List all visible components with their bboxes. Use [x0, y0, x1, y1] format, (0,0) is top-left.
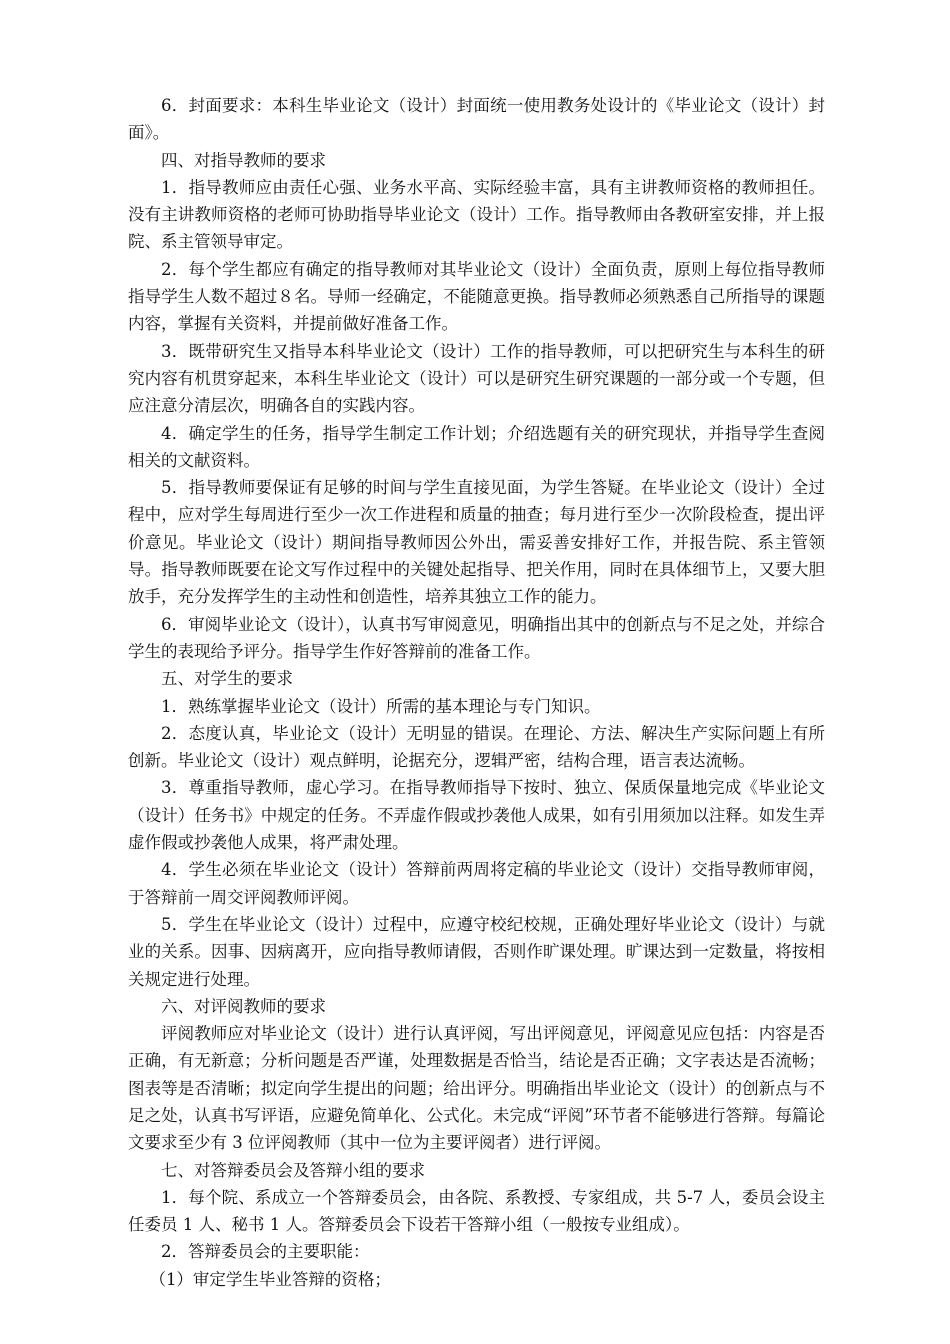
- paragraph-reviewer: 评阅教师应对毕业论文（设计）进行认真评阅，写出评阅意见，评阅意见应包括：内容是否正确，有无新意；分析问题是否严谨，处理数据是否恰当，结论是否正确；文字表达是否流畅；图表等是否清晰；拟定向学生提出的问题；给出评分。明确指出毕业论文（设计）的创新点与不足之处，认真书写评语，应避免简单化、公式化。未完成“评阅”环节者不能够进行答辩。每篇论文要求至少有 3 位评阅教师（其中一位为主要评阅者）进行评阅。: [128, 1024, 825, 1153]
- paragraph-student-1: 1．熟练掌握毕业论文（设计）所需的基本理论与专门知识。: [161, 696, 601, 716]
- paragraph-student-5: 5．学生在毕业论文（设计）过程中，应遵守校纪校规，正确处理好毕业论文（设计）与就业的关系。因事、因病离开，应向指导教师请假，否则作旷课处理。旷课达到一定数量，将按相关规定进行处理。: [128, 914, 825, 989]
- paragraph-advisor-3: 3．既带研究生又指导本科毕业论文（设计）工作的指导教师，可以把研究生与本科生的研究内容有机贯穿起来，本科生毕业论文（设计）可以是研究生研究课题的一部分或一个专题，但应注意分清层次，明确各自的实践内容。: [128, 341, 825, 416]
- document-page: [128, 92, 825, 1293]
- section-heading-reviewer-requirements: 六、对评阅教师的要求: [161, 996, 326, 1016]
- paragraph-advisor-5: 5．指导教师要保证有足够的时间与学生直接见面，为学生答疑。在毕业论文（设计）全过程中，应对学生每周进行至少一次工作进程和质量的抽查；每月进行至少一次阶段检查，提出评价意见。毕业论文（设计）期间指导教师因公外出，需妥善安排好工作，并报告院、系主管领导。指导教师既要在论文写作过程中的关键处起指导、把关作用，同时在具体细节上，又要大胆放手，充分发挥学生的主动性和创造性，培养其独立工作的能力。: [128, 478, 825, 607]
- paragraph-student-3: 3．尊重指导教师，虚心学习。在指导教师指导下按时、独立、保质保量地完成《毕业论文（设计）任务书》中规定的任务。不弄虚作假或抄袭他人成果，如有引用须加以注释。如发生弄虚作假或抄袭他人成果，将严肃处理。: [128, 778, 825, 853]
- paragraph-advisor-4: 4．确定学生的任务，指导学生制定工作计划；介绍选题有关的研究现状，并指导学生查阅相关的文献资料。: [128, 423, 825, 470]
- section-heading-advisor-requirements: 四、对指导教师的要求: [161, 150, 326, 170]
- paragraph-advisor-6: 6．审阅毕业论文（设计），认真书写审阅意见，明确指出其中的创新点与不足之处，并综合学生的表现给予评分。指导学生作好答辩前的准备工作。: [128, 614, 825, 661]
- paragraph-cover-requirement: 6．封面要求：本科生毕业论文（设计）封面统一使用教务处设计的《毕业论文（设计）封面》。: [128, 96, 825, 143]
- section-heading-student-requirements: 五、对学生的要求: [161, 669, 293, 689]
- paragraph-committee-1: 1．每个院、系成立一个答辩委员会，由各院、系教授、专家组成，共 5-7 人，委员会设主任委员 1 人、秘书 1 人。答辩委员会下设若干答辩小组（一般按专业组成）。: [128, 1187, 825, 1235]
- paragraph-committee-2: 2．答辩委员会的主要职能：: [161, 1242, 370, 1262]
- paragraph-advisor-2: 2．每个学生都应有确定的指导教师对其毕业论文（设计）全面负责，原则上每位指导教师指导学生人数不超过８名。导师一经确定，不能随意更换。指导教师必须熟悉自己所指导的课题内容，掌握有关资料，并提前做好准备工作。: [128, 259, 825, 334]
- paragraph-student-2: 2．态度认真，毕业论文（设计）无明显的错误。在理论、方法、解决生产实际问题上有所创新。毕业论文（设计）观点鲜明，论据充分，逻辑严密，结构合理，语言表达流畅。: [128, 723, 825, 771]
- paragraph-student-4: 4．学生必须在毕业论文（设计）答辩前两周将定稿的毕业论文（设计）交指导教师审阅，于答辩前一周交评阅教师评阅。: [128, 860, 825, 907]
- paragraph-advisor-1: 1．指导教师应由责任心强、业务水平高、实际经验丰富，具有主讲教师资格的教师担任。没有主讲教师资格的老师可协助指导毕业论文（设计）工作。指导教师由各教研室安排，并上报院、系主管领导审定。: [128, 177, 825, 252]
- paragraph-committee-2-item-1: （1）审定学生毕业答辩的资格；: [149, 1269, 391, 1289]
- section-heading-defense-committee: 七、对答辩委员会及答辩小组的要求: [161, 1160, 425, 1180]
